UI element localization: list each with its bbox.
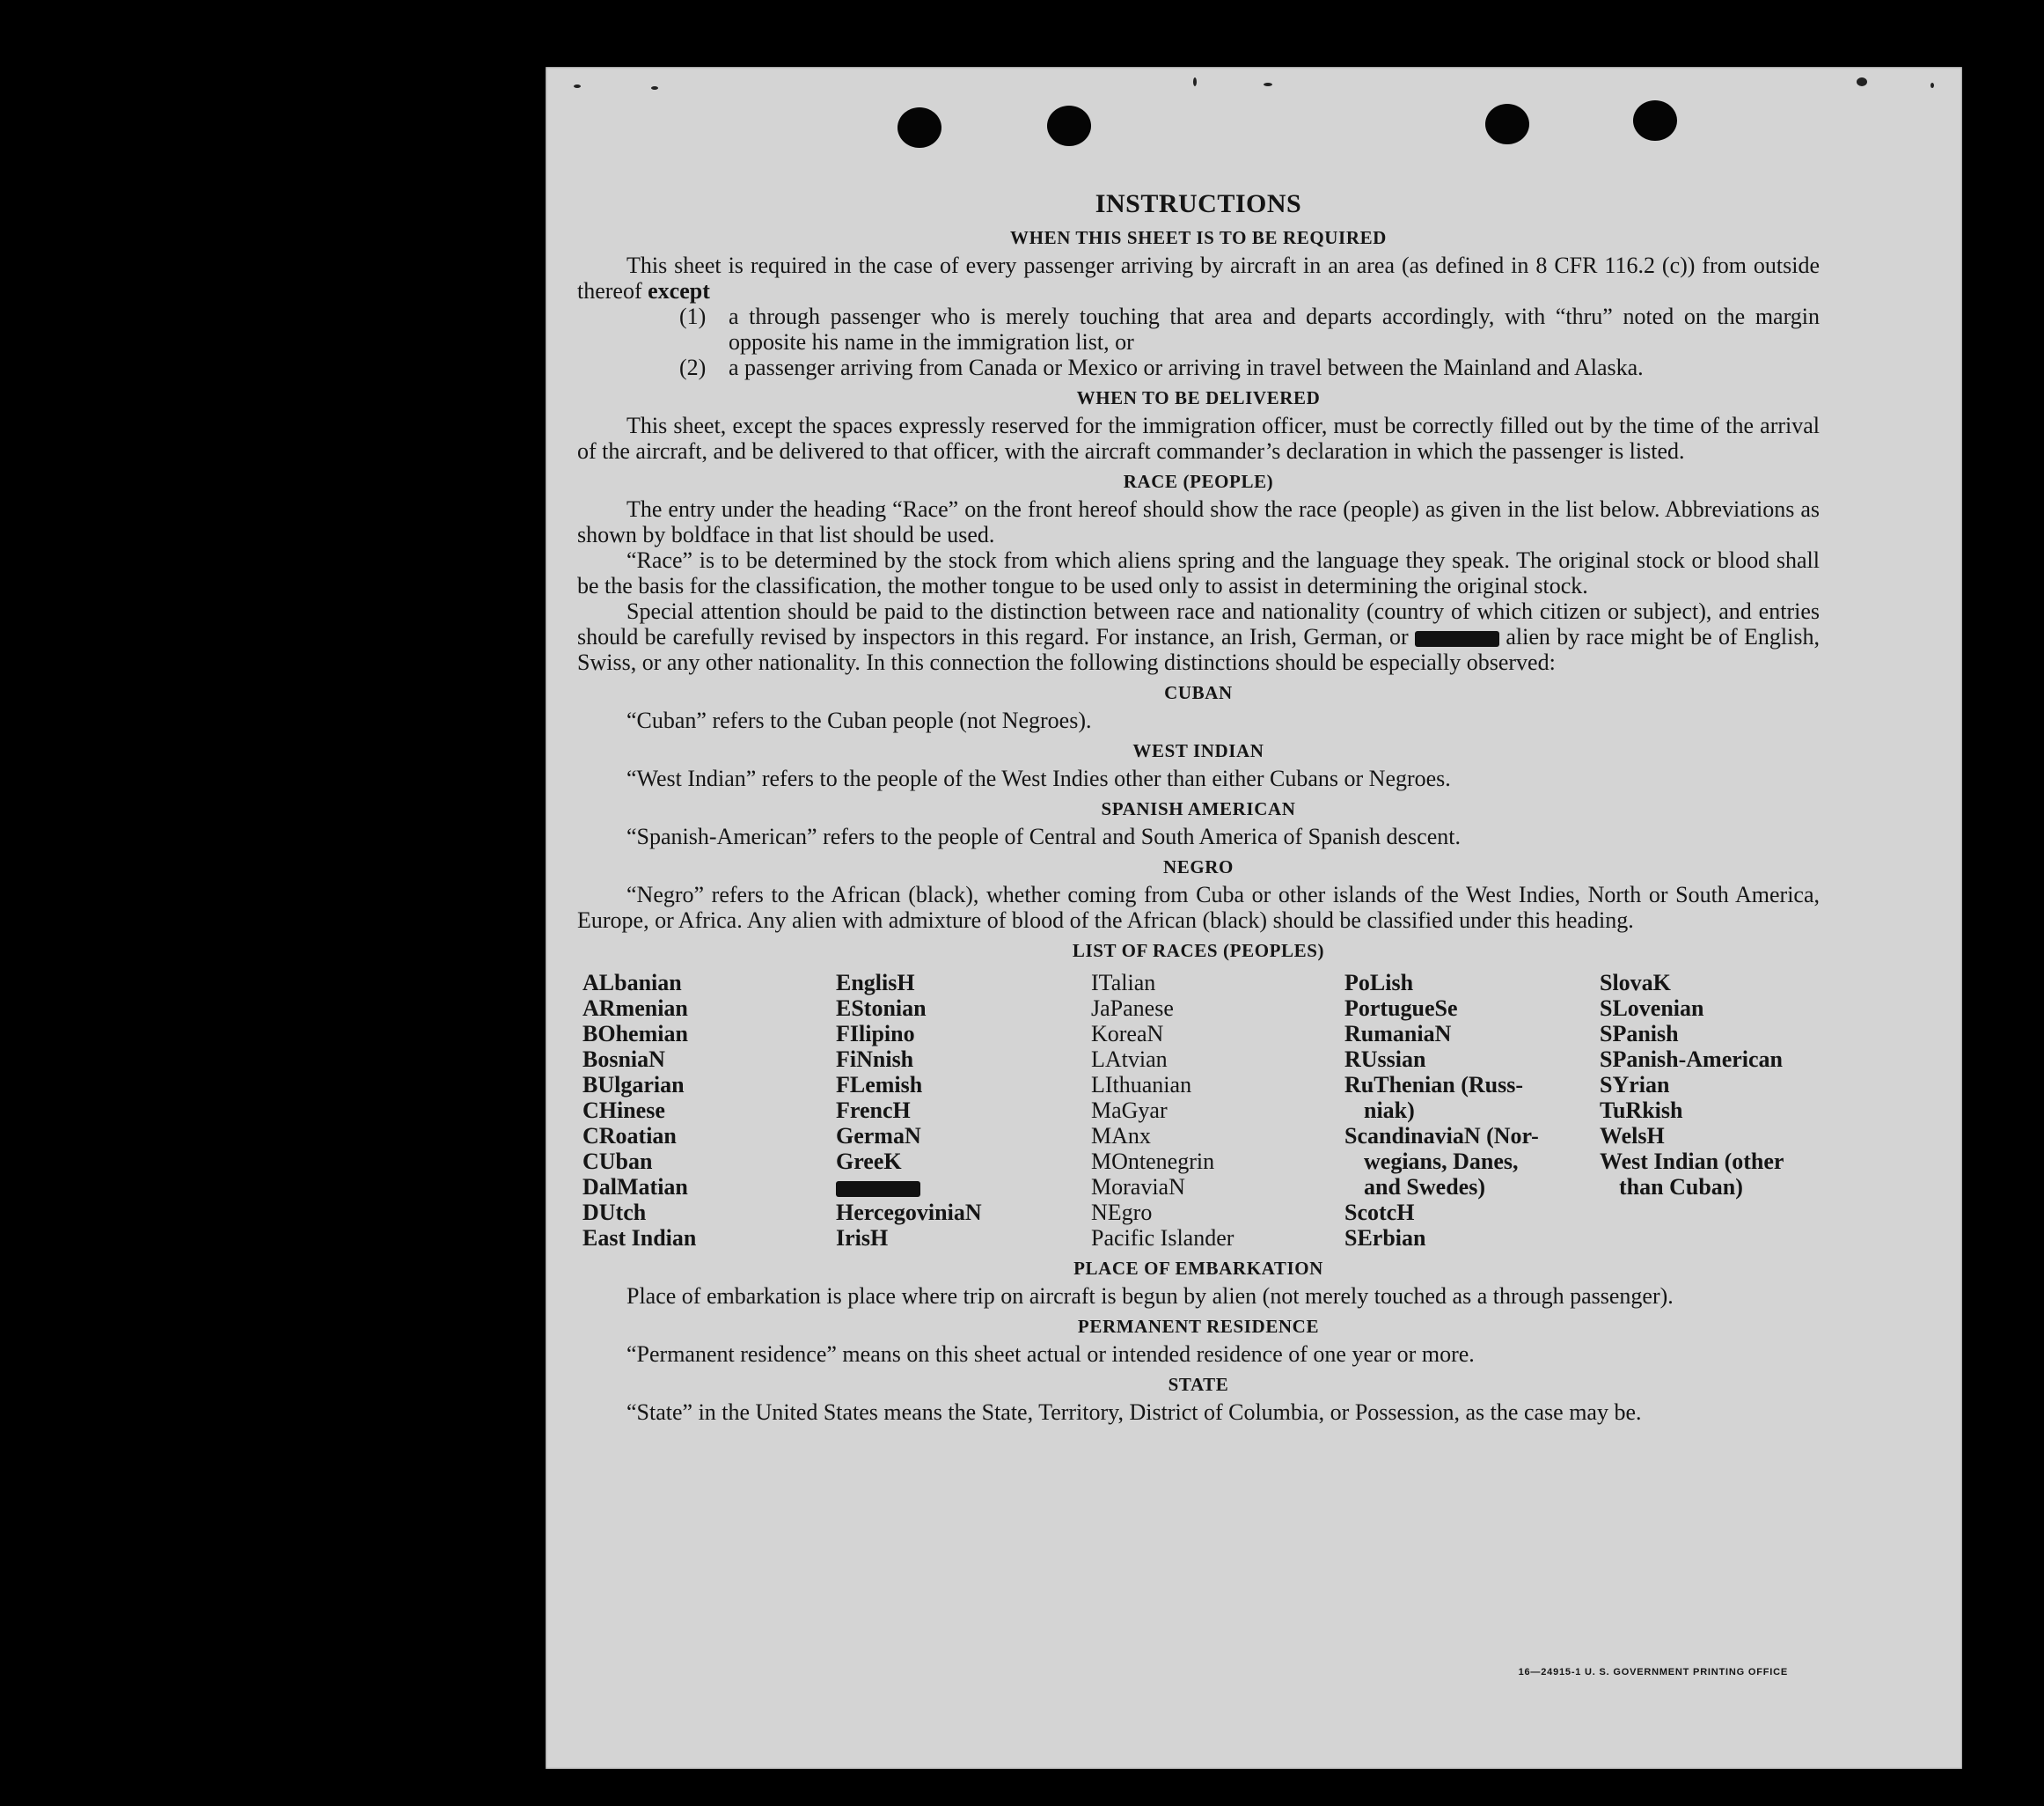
race-entry: TuRkish: [1600, 1098, 1683, 1123]
race-entry: JaPanese: [1091, 995, 1174, 1021]
race-entry: PortugueSe: [1344, 995, 1458, 1021]
race-entry: SErbian: [1344, 1225, 1426, 1251]
punch-hole: [1485, 104, 1529, 144]
race-entry: MAnx: [1091, 1123, 1151, 1149]
speck: [574, 84, 581, 88]
race-entry: HercegoviniaN: [836, 1200, 982, 1225]
page-title: INSTRUCTIONS: [1095, 189, 1302, 218]
heading-residence: PERMANENT RESIDENCE: [1077, 1316, 1320, 1337]
speck: [651, 86, 658, 90]
race-entry: ARmenian: [582, 995, 688, 1021]
races-column: [836, 970, 1091, 1251]
races-column: [1344, 970, 1600, 1251]
heading-state: STATE: [1168, 1374, 1229, 1395]
race-entry: [836, 1174, 1091, 1200]
race-entry: NEgro: [1091, 1200, 1153, 1225]
speck: [1930, 83, 1934, 88]
redaction-mark: [836, 1181, 920, 1197]
paragraph-when-required: [577, 253, 1820, 304]
speck: [1264, 83, 1272, 86]
race-entry: SPanish: [1600, 1021, 1679, 1046]
race-entry: MOntenegrin: [1091, 1149, 1215, 1174]
race-entry: LIthuanian: [1091, 1072, 1192, 1098]
race-entry: niak): [1364, 1098, 1415, 1123]
race-entry: SlovaK: [1600, 970, 1671, 995]
paragraph-residence: “Permanent residence” means on this sheet actual or intended residence of one year or more.: [626, 1341, 1475, 1367]
race-entry: wegians, Danes,: [1364, 1149, 1519, 1174]
redaction-mark: [1415, 631, 1499, 647]
races-column: [1600, 970, 1825, 1251]
races-list: [582, 970, 1820, 1251]
race-entry: than Cuban): [1619, 1174, 1743, 1200]
race-entry: BOhemian: [582, 1021, 688, 1046]
instructions-body: [577, 188, 1820, 1425]
heading-embarkation: PLACE OF EMBARKATION: [1073, 1258, 1323, 1279]
race-entry: GermaN: [836, 1123, 921, 1149]
race-entry: Pacific Islander: [1091, 1225, 1234, 1251]
paragraph-west-indian: “West Indian” refers to the people of the West Indies other than either Cubans or Negroes.: [626, 766, 1451, 791]
race-entry: FLemish: [836, 1072, 923, 1098]
paragraph-when-delivered: This sheet, except the spaces expressly reserved for the immigration officer, must be correctly filled out by the time of the arrival of the aircraft, and be delivered to that officer, with the aircraft commander’s declaration in which the passenger is listed.: [577, 413, 1820, 464]
document-page: [546, 67, 1962, 1769]
race-entry: RUssian: [1344, 1046, 1426, 1072]
race-entry: CUban: [582, 1149, 653, 1174]
heading-race: RACE (PEOPLE): [1123, 471, 1274, 492]
race-entry: ITalian: [1091, 970, 1156, 995]
race-entry: EStonian: [836, 995, 927, 1021]
heading-west-indian: WEST INDIAN: [1132, 740, 1264, 761]
race-entry: CHinese: [582, 1098, 665, 1123]
race-entry: CRoatian: [582, 1123, 677, 1149]
paragraph-text: “State” in the United States means the State, Territory, District of Columbia, or Possession, as the case: [626, 1399, 1564, 1425]
list-text: a through passenger who is merely touching that area and departs accordingly, with “thru” noted on the margin opposite his name in the immigration list, or: [729, 304, 1820, 355]
race-entry: FrencH: [836, 1098, 911, 1123]
list-item: [679, 304, 1820, 355]
race-entry: ScandinaviaN (Nor-: [1344, 1123, 1539, 1149]
heading-cuban: CUBAN: [1164, 682, 1233, 703]
list-text: a passenger arriving from Canada or Mexico or arriving in travel between the Mainland and Alaska.: [729, 355, 1644, 380]
heading-when-required: WHEN THIS SHEET IS TO BE REQUIRED: [1010, 227, 1387, 248]
list-number: (2): [679, 355, 707, 380]
heading-list-of-races: LIST OF RACES (PEOPLES): [1072, 940, 1325, 961]
race-entry: BUlgarian: [582, 1072, 685, 1098]
paragraph-text: may be.: [1569, 1399, 1642, 1425]
race-entry: DUtch: [582, 1200, 647, 1225]
race-entry: LAtvian: [1091, 1046, 1168, 1072]
paragraph-text: alien by race might be of English, Swiss, or any other nationality. In this connection the following distinctions should be especially observed:: [577, 624, 1820, 675]
race-entry: ALbanian: [582, 970, 682, 995]
speck: [1193, 77, 1197, 86]
paragraph-state: [577, 1399, 1820, 1425]
heading-negro: NEGRO: [1162, 856, 1234, 877]
heading-when-delivered: WHEN TO BE DELIVERED: [1076, 387, 1321, 408]
paragraph-race-1: The entry under the heading “Race” on the front hereof should show the race (people) as given in the list below. Abbreviations as shown by boldface in that list should be used.: [577, 496, 1820, 547]
punch-hole: [1633, 100, 1677, 141]
race-entry: ScotcH: [1344, 1200, 1415, 1225]
races-column: [582, 970, 836, 1251]
paragraph-spanish-american: “Spanish-American” refers to the people of Central and South America of Spanish descent.: [626, 824, 1461, 849]
speck: [1857, 77, 1867, 86]
race-entry: BosniaN: [582, 1046, 665, 1072]
race-entry: RumaniaN: [1344, 1021, 1452, 1046]
paragraph-negro: “Negro” refers to the African (black), whether coming from Cuba or other islands of the West Indies, North or South America, Europe, or Africa. Any alien with admixture of blood of the African (black) should be classified under this heading.: [577, 882, 1820, 933]
race-entry: West Indian (other: [1600, 1149, 1784, 1174]
race-entry: RuThenian (Russ-: [1344, 1072, 1524, 1098]
races-column: [1091, 970, 1344, 1251]
heading-spanish-american: SPANISH AMERICAN: [1101, 798, 1296, 819]
race-entry: PoLish: [1344, 970, 1414, 995]
paragraph-race-2: “Race” is to be determined by the stock from which aliens spring and the language they speak. The original stock or blood shall be the basis for the classification, the mother tongue to be used only to assist in determining the original stock.: [577, 547, 1820, 598]
race-entry: FiNnish: [836, 1046, 914, 1072]
paragraph-embarkation: Place of embarkation is place where trip on aircraft is begun by alien (not merely touched as a through passenger).: [626, 1283, 1674, 1309]
paragraph-race-3: [577, 598, 1820, 675]
race-entry: SYrian: [1600, 1072, 1670, 1098]
race-entry: IrisH: [836, 1225, 889, 1251]
race-entry: MoraviaN: [1091, 1174, 1185, 1200]
paragraph-emphasis: except: [648, 278, 710, 304]
race-entry: East Indian: [582, 1225, 697, 1251]
race-entry: GreeK: [836, 1149, 902, 1174]
race-entry: EnglisH: [836, 970, 915, 995]
race-entry: SPanish-American: [1600, 1046, 1783, 1072]
paragraph-text: Special attention should be paid to the distinction between race and nationality (country of which citizen or subject), and entries should be carefully revised by inspectors in this regard. For instance, an Irish, German, or: [577, 598, 1820, 650]
list-item: [679, 355, 1820, 380]
paragraph-text: This sheet is required in the case of every passenger arriving by aircraft in an area (as defined in 8 CFR 116.2 (c)) from outside thereof: [577, 253, 1820, 304]
race-entry: FIlipino: [836, 1021, 915, 1046]
list-number: (1): [679, 304, 707, 329]
punch-hole: [1047, 106, 1091, 146]
race-entry: WelsH: [1600, 1123, 1665, 1149]
race-entry: SLovenian: [1600, 995, 1704, 1021]
printing-office-code: 16—24915-1 U. S. GOVERNMENT PRINTING OFFICE: [1518, 1667, 1788, 1678]
race-entry: KoreaN: [1091, 1021, 1164, 1046]
race-entry: and Swedes): [1364, 1174, 1485, 1200]
race-entry: MaGyar: [1091, 1098, 1168, 1123]
punch-hole: [897, 107, 941, 148]
paragraph-cuban: “Cuban” refers to the Cuban people (not Negroes).: [626, 708, 1092, 733]
race-entry: DalMatian: [582, 1174, 688, 1200]
